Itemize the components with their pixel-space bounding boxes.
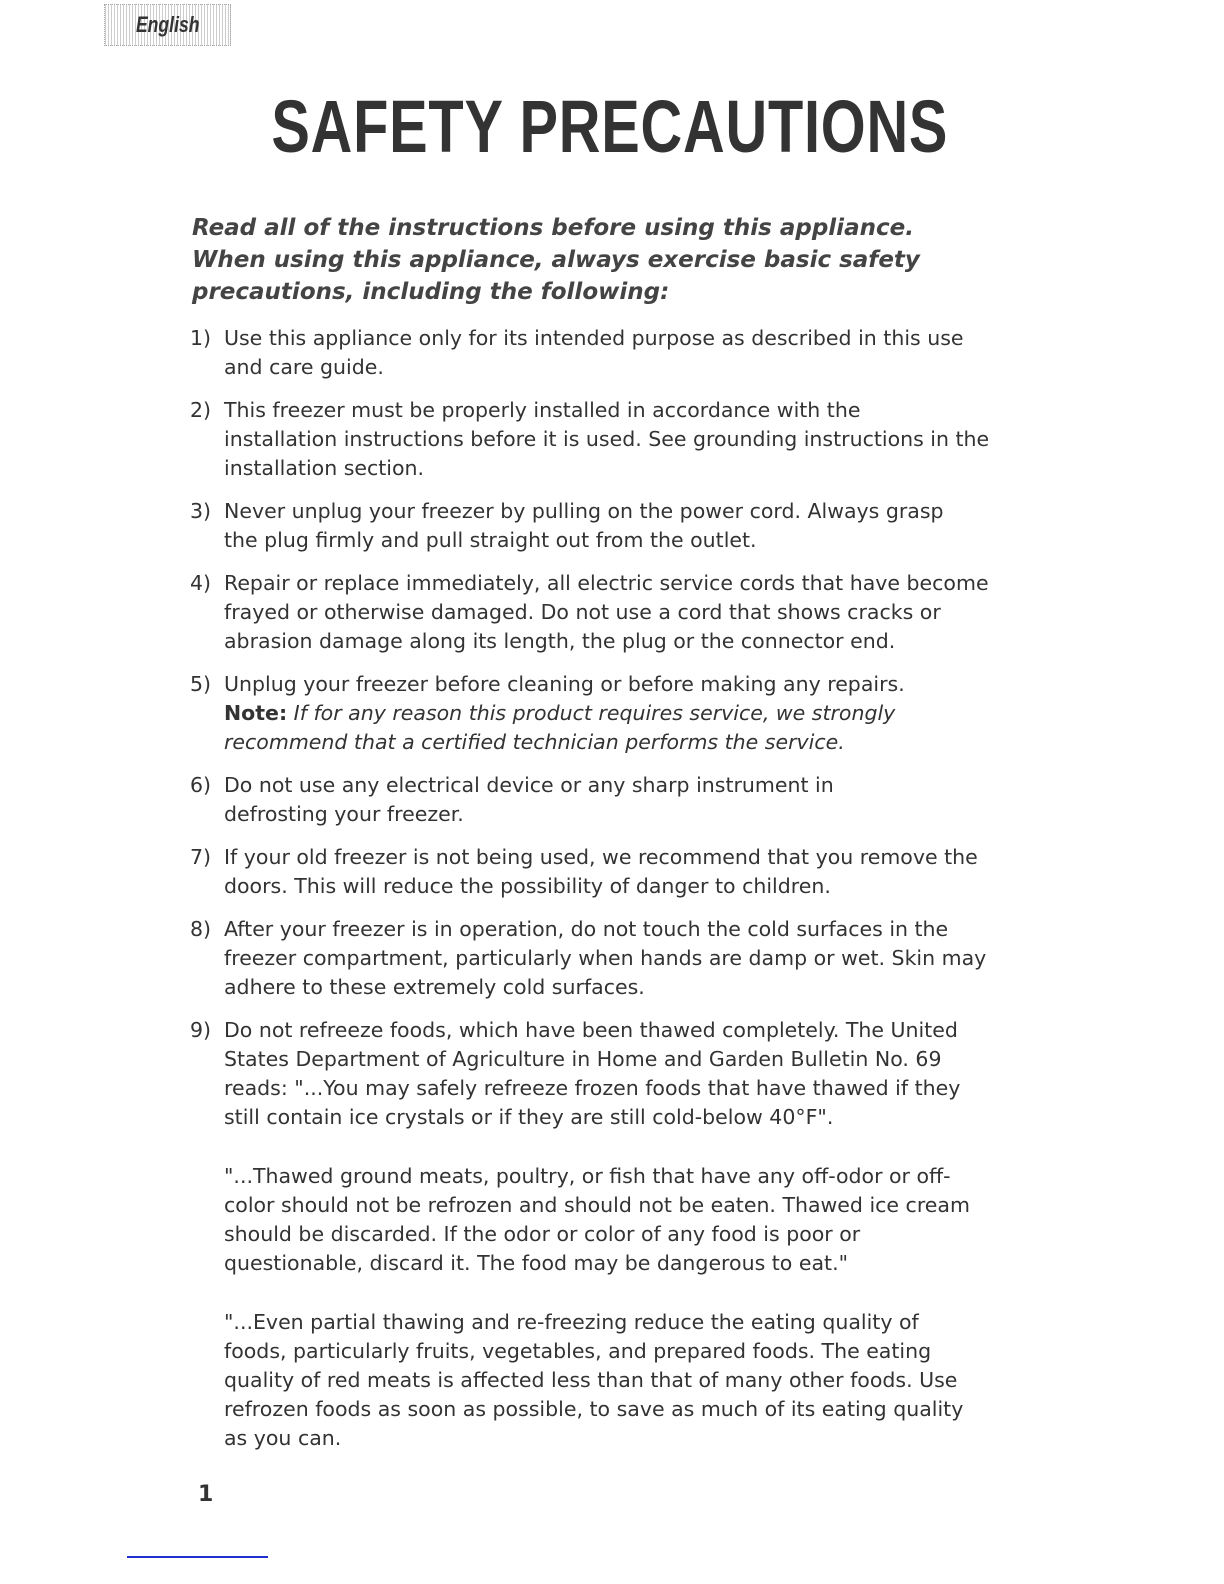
list-item — [190, 396, 1050, 483]
precautions-list — [190, 324, 1050, 1453]
item-number: 7) — [190, 845, 212, 869]
quote-line: questionable, discard it. The food may be dangerous to eat." — [224, 1251, 849, 1275]
item-line: This freezer must be properly installed in accordance with the — [224, 398, 861, 422]
item-line: After your freezer is in operation, do not touch the cold surfaces in the — [224, 917, 949, 941]
item-line: installation section. — [224, 456, 425, 480]
list-item — [190, 670, 1050, 757]
quote-line: quality of red meats is affected less than that of many other foods. Use — [224, 1368, 958, 1392]
page-number: 1 — [198, 1482, 214, 1507]
page-title: SAFETY PRECAUTIONS — [271, 85, 949, 168]
item-line: Do not use any electrical device or any sharp instrument in — [224, 773, 834, 797]
item-number: 2) — [190, 398, 212, 422]
item-line: and care guide. — [224, 355, 384, 379]
quote-line: "...Even partial thawing and re-freezing reduce the eating quality of — [224, 1310, 919, 1334]
note-text: If for any reason this product requires service, we strongly — [287, 701, 896, 725]
item-line: defrosting your freezer. — [224, 802, 464, 826]
item-line: frayed or otherwise damaged. Do not use a cord that shows cracks or — [224, 600, 941, 624]
note-line — [224, 699, 1050, 728]
language-label: English — [135, 12, 200, 37]
usda-quote — [190, 1308, 1050, 1453]
list-item — [190, 771, 1050, 829]
item-line: abrasion damage along its length, the plug or the connector end. — [224, 629, 896, 653]
note-label: Note: — [224, 701, 288, 725]
list-item — [190, 915, 1050, 1002]
list-item — [190, 497, 1050, 555]
language-tab — [104, 4, 231, 46]
item-line: Use this appliance only for its intended purpose as described in this use — [224, 326, 964, 350]
item-line: installation instructions before it is used. See grounding instructions in the — [224, 427, 990, 451]
item-line: If your old freezer is not being used, we recommend that you remove the — [224, 845, 978, 869]
item-line: Unplug your freezer before cleaning or before making any repairs. — [224, 672, 905, 696]
quote-line: foods, particularly fruits, vegetables, and prepared foods. The eating — [224, 1339, 932, 1363]
note-text: recommend that a certified technician performs the service. — [224, 730, 845, 754]
intro-line: Read all of the instructions before using this appliance. — [192, 215, 914, 241]
item-number: 5) — [190, 672, 212, 696]
quote-line: color should not be refrozen and should not be eaten. Thawed ice cream — [224, 1193, 970, 1217]
item-number: 9) — [190, 1018, 212, 1042]
intro-line: precautions, including the following: — [192, 279, 670, 305]
item-line: Never unplug your freezer by pulling on the power cord. Always grasp — [224, 499, 944, 523]
quote-line: "...Thawed ground meats, poultry, or fish that have any off-odor or off- — [224, 1164, 951, 1188]
usda-quote — [190, 1162, 1050, 1278]
item-line: freezer compartment, particularly when hands are damp or wet. Skin may — [224, 946, 987, 970]
quote-line: refrozen foods as soon as possible, to save as much of its eating quality — [224, 1397, 964, 1421]
item-line: Do not refreeze foods, which have been thawed completely. The United — [224, 1018, 958, 1042]
item-number: 8) — [190, 917, 212, 941]
item-number: 1) — [190, 326, 212, 350]
quote-line: as you can. — [224, 1426, 342, 1450]
quote-line: should be discarded. If the odor or color of any food is poor or — [224, 1222, 861, 1246]
list-item — [190, 324, 1050, 382]
item-line: still contain ice crystals or if they are still cold-below 40°F". — [224, 1105, 834, 1129]
intro-line: When using this appliance, always exercise basic safety — [192, 247, 920, 273]
item-line: reads: "...You may safely refreeze frozen foods that have thawed if they — [224, 1076, 961, 1100]
item-line: adhere to these extremely cold surfaces. — [224, 975, 645, 999]
intro-heading — [192, 212, 920, 308]
list-item — [190, 1016, 1050, 1132]
item-line: Repair or replace immediately, all electric service cords that have become — [224, 571, 989, 595]
item-line: States Department of Agriculture in Home and Garden Bulletin No. 69 — [224, 1047, 942, 1071]
footer-rule — [127, 1556, 268, 1558]
item-number: 6) — [190, 773, 212, 797]
list-item — [190, 569, 1050, 656]
item-line: the plug firmly and pull straight out from the outlet. — [224, 528, 757, 552]
item-number: 4) — [190, 571, 212, 595]
item-number: 3) — [190, 499, 212, 523]
list-item — [190, 843, 1050, 901]
item-line: doors. This will reduce the possibility of danger to children. — [224, 874, 831, 898]
